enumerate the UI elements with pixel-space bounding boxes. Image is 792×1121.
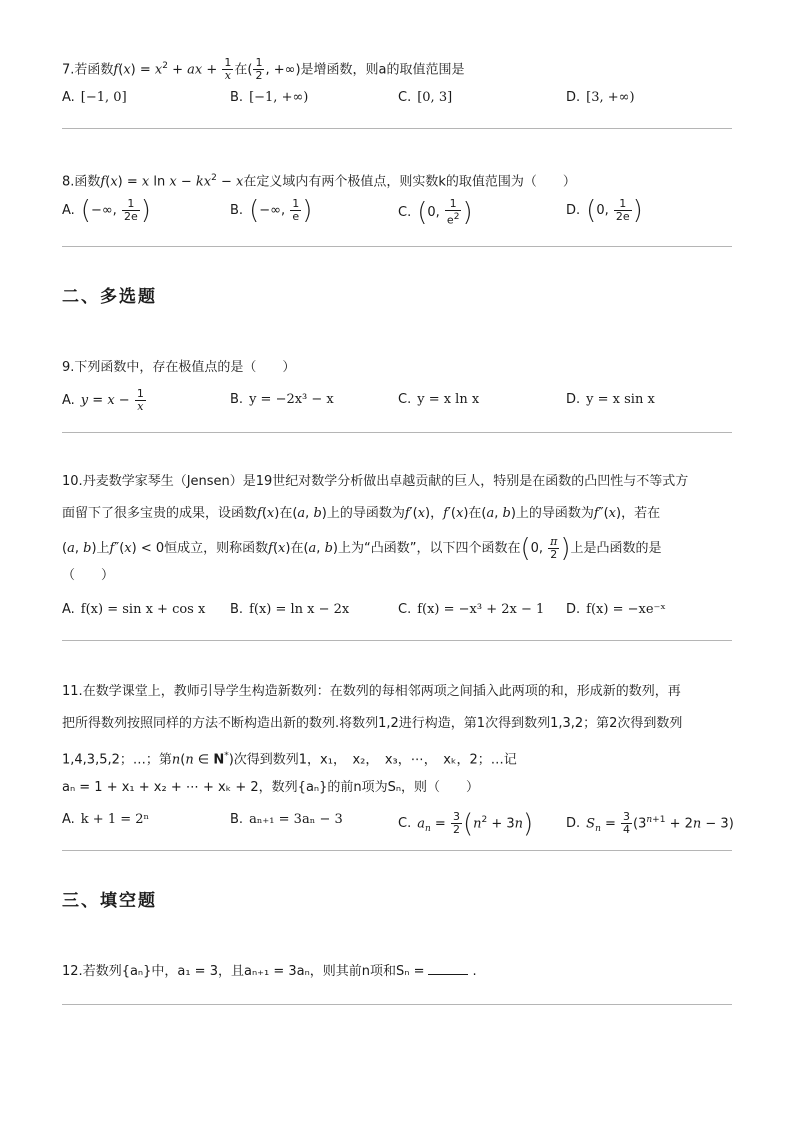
option-c[interactable]: C. f(x) = −x³ + 2x − 1 xyxy=(398,602,545,617)
question-8-stem: 8.函数f(x) = x $\ln x - kx^2 - x$在定义域内有两个极值点，则实数k的取值范围为（ ） xyxy=(62,173,576,190)
question-10-line-1: 10.丹麦数学家琴生（Jensen）是19世纪对数学分析做出卓越贡献的巨人，特别是在函数的凸凹性与不等式方 xyxy=(62,474,689,489)
option-b[interactable]: B. [−1, +∞) xyxy=(230,90,309,105)
option-b[interactable]: B. y = −2x³ − x xyxy=(230,392,334,407)
question-8-options xyxy=(62,195,742,228)
option-a[interactable]: A. f(x) = sin x + cos x xyxy=(62,602,206,617)
option-d[interactable]: D. [3, +∞) xyxy=(566,90,635,105)
question-9-options xyxy=(62,388,742,416)
option-b[interactable]: B. (−∞, $\frac{1}{e}$ ) xyxy=(230,195,313,226)
divider xyxy=(62,432,732,433)
divider xyxy=(62,246,732,247)
question-11-line-2: 把所得数列按照同样的方法不断构造出新的数列.将数列1,2进行构造，第1次得到数列1,3,2；第2次得到数列 xyxy=(62,716,683,731)
question-10-line-4: （ ） xyxy=(62,568,115,583)
divider xyxy=(62,128,732,129)
question-10-line-2: 面留下了很多宝贵的成果，设函数f(x)在(a, b)上的导函数为f′(x)，f′(x)在(a, b)上的导函数为f″(x)，若在 xyxy=(62,506,661,521)
question-12-stem: 12.若数列{aₙ}中，a₁ = 3，且aₙ₊₁ = 3aₙ，则其前n项和Sₙ = . xyxy=(62,964,477,979)
section-title-multiple-choice: 二、多选题 xyxy=(62,287,157,307)
question-10-options xyxy=(62,598,742,626)
option-a[interactable]: A. (−∞, $\frac{1}{2e}$ ) xyxy=(62,195,151,226)
question-11-line-3: 1,4,3,5,2；…；第n(n ∈ N*)次得到数列1，x₁， x₂， x₃，⋯， xₖ，2；…记 xyxy=(62,751,517,768)
option-c[interactable]: C. $a_n$ = $\frac{3}{2}$ $(n^2 + 3n)$ xyxy=(398,808,534,839)
divider xyxy=(62,1004,732,1005)
option-c[interactable]: C. y = x ln x xyxy=(398,392,480,407)
option-c[interactable]: C. [0, 3] xyxy=(398,90,453,105)
section-title-fill-in: 三、填空题 xyxy=(62,891,157,911)
option-c[interactable]: C. (0, $\frac{1}{e^2}$ ) xyxy=(398,197,473,228)
question-11-options xyxy=(62,808,742,839)
question-7-options xyxy=(62,86,742,114)
option-d[interactable]: D. f(x) = −xe⁻ˣ xyxy=(566,602,666,617)
question-7-stem: 7.若函数$f(x) = x^2$ + ax + $\frac{1}{x}$ 在( $\frac{1}{2}$ , +∞)是增函数，则a的取值范围是 xyxy=(62,56,465,83)
option-d[interactable]: D. $S_n$ = $\frac{3}{4}$ $(3^{n+1} + 2n - 3)$ xyxy=(566,810,734,837)
option-d[interactable]: D. (0, $\frac{1}{2e}$ ) xyxy=(566,195,643,226)
option-b[interactable]: B. aₙ₊₁ = 3aₙ − 3 xyxy=(230,812,343,827)
option-a[interactable]: A. [−1, 0] xyxy=(62,90,127,105)
option-d[interactable]: D. y = x sin x xyxy=(566,392,655,407)
question-10-line-3: (a, b)上f″(x) < 0恒成立，则称函数f(x)在(a, b)上为“凸函数”，以下四个函数在(0, $\frac{\pi}{2}$ )上是凸函数的是 xyxy=(62,533,662,564)
divider xyxy=(62,640,732,641)
question-number: 7. xyxy=(62,62,75,78)
question-11-line-1: 11.在数学课堂上，教师引导学生构造新数列：在数列的每相邻两项之间插入此两项的和，形成新的数列，再 xyxy=(62,684,681,699)
divider xyxy=(62,850,732,851)
option-a[interactable]: A. y = x − $\frac{1}{x}$ xyxy=(62,387,144,413)
question-9-stem: 9.下列函数中，存在极值点的是（ ） xyxy=(62,360,296,375)
question-11-line-4: aₙ = 1 + x₁ + x₂ + ⋯ + xₖ + 2，数列{aₙ}的前n项为Sₙ，则（ ） xyxy=(62,780,480,795)
answer-blank[interactable] xyxy=(428,974,468,975)
option-b[interactable]: B. f(x) = ln x − 2x xyxy=(230,602,350,617)
option-a[interactable]: A. k + 1 = 2ⁿ xyxy=(62,812,150,827)
